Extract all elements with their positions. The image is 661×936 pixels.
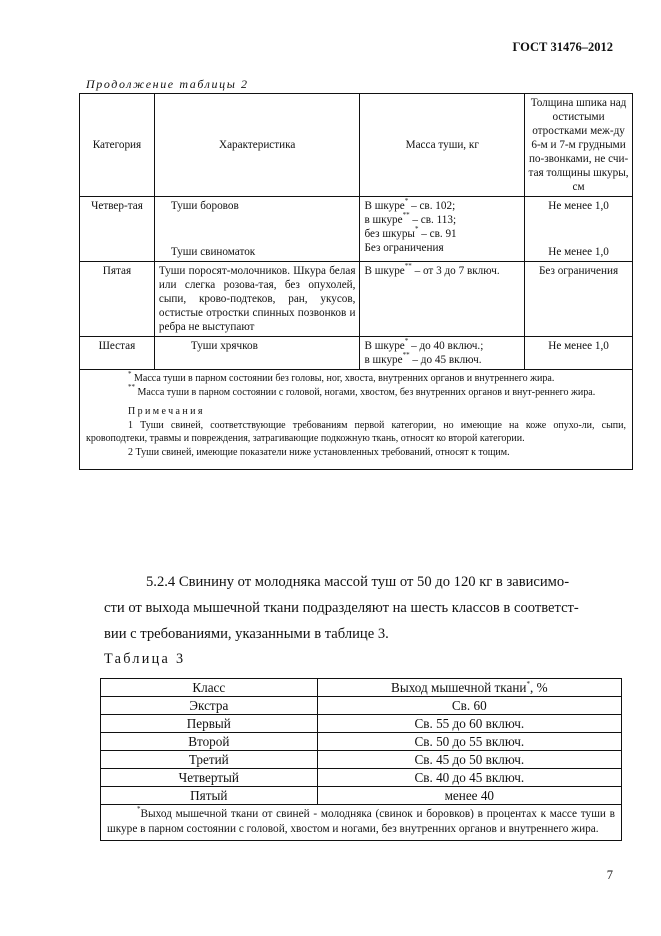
table3-header-row	[101, 679, 622, 697]
table3	[100, 678, 622, 841]
mass-cell	[360, 337, 525, 370]
paragraph-line-1: 5.2.4 Свинину от молодняка массой туш от 50 до 120 кг в зависимо-	[146, 574, 570, 590]
paragraph-line-2: сти от выхода мышечной ткани подразделяют на шесть классов в соответст-	[104, 600, 579, 616]
mass-line: без шкуры* – св. 91	[364, 225, 457, 240]
table2-header-row	[80, 94, 633, 197]
table3-caption: Таблица 3	[104, 651, 186, 667]
fat-cell	[525, 197, 633, 262]
mass-line: в шкуре** – св. 113;	[364, 211, 457, 226]
yield-cell: Св. 60	[317, 697, 621, 715]
class-cell: Четвертый	[101, 769, 318, 787]
fat-boars: Не менее 1,0	[548, 200, 609, 212]
table-row	[101, 769, 622, 787]
category-cell: Шестая	[80, 337, 155, 370]
class-cell: Второй	[101, 733, 318, 751]
table3-footnote: *Выход мышечной ткани от свиней - молодняка (свинок и боровков) в процентах к массе туши в шкуре в парном состоянии с головой, хвостом и ногами, без внутренних органов и внутреннего жира.	[101, 805, 622, 841]
notes-cell	[80, 370, 633, 470]
table2-notes-row	[80, 370, 633, 470]
document-header: ГОСТ 31476–2012	[512, 40, 613, 54]
page-number: 7	[606, 868, 613, 882]
header-yield: Выход мышечной ткани*, %	[317, 679, 621, 697]
table-row	[80, 262, 633, 337]
class-cell: Пятый	[101, 787, 318, 805]
notes-title: Примечания	[128, 406, 205, 417]
table-row	[101, 787, 622, 805]
yield-cell: Св. 45 до 50 включ.	[317, 751, 621, 769]
header-characteristic: Характеристика	[154, 94, 360, 197]
yield-cell: Св. 50 до 55 включ.	[317, 733, 621, 751]
yield-cell: Св. 40 до 45 включ.	[317, 769, 621, 787]
category-cell: Пятая	[80, 262, 155, 337]
fat-cell: Не менее 1,0	[525, 337, 633, 370]
yield-cell: Св. 55 до 60 включ.	[317, 715, 621, 733]
table-row	[80, 197, 633, 262]
note-1: 1 Туши свиней, соответствующие требованиям первой категории, но имеющие на коже опухо-ли, сыпи, кровоподтеки, травмы и повреждения, затрагивающие подкожную ткань, относят ко второй категории.	[86, 419, 626, 444]
footnote-2: ** Масса туши в парном состоянии с головой, ногами, хвостом, без внутренних органов и внут-реннего жира.	[128, 383, 596, 398]
table3-footnote-row	[101, 805, 622, 841]
class-cell: Первый	[101, 715, 318, 733]
class-cell: Экстра	[101, 697, 318, 715]
yield-cell: менее 40	[317, 787, 621, 805]
table-row	[101, 751, 622, 769]
mass-line: в шкуре** – до 45 включ.	[364, 351, 482, 366]
paragraph-line-3: вии с требованиями, указанными в таблице 3.	[104, 626, 389, 642]
header-fat-thickness: Толщина шпика над остистыми отростками меж-ду 6-м и 7-м грудными по-звонками, не счи-тая толщины шкуры, см	[525, 94, 633, 197]
fat-sows: Не менее 1,0	[548, 246, 609, 258]
class-cell: Третий	[101, 751, 318, 769]
note-2: 2 Туши свиней, имеющие показатели ниже установленных требований, относят к тощим.	[128, 446, 510, 458]
characteristic-cell: Туши хрячков	[154, 337, 360, 370]
mass-cell: В шкуре** – от 3 до 7 включ.	[360, 262, 525, 337]
header-class: Класс	[101, 679, 318, 697]
table-row	[101, 697, 622, 715]
header-category: Категория	[80, 94, 155, 197]
mass-cell	[360, 197, 525, 262]
characteristic-cell	[154, 197, 360, 262]
table-row	[80, 337, 633, 370]
mass-line: В шкуре* – до 40 включ.;	[364, 337, 484, 352]
char-sows: Туши свиноматок	[170, 246, 256, 258]
fat-cell: Без ограничения	[525, 262, 633, 337]
header-mass: Масса туши, кг	[360, 94, 525, 197]
mass-line: Без ограничения	[364, 242, 444, 254]
table-row	[101, 733, 622, 751]
characteristic-cell: Туши поросят-молочников. Шкура белая или слегка розова-тая, без опухолей, сыпи, крово-подтеков, ран, укусов, остистые отростки спинных позвонков и ребра не выступают	[154, 262, 360, 337]
table2-caption: Продолжение таблицы 2	[86, 77, 249, 91]
category-cell: Четвер-тая	[80, 197, 155, 262]
table2	[79, 93, 633, 470]
table-row	[101, 715, 622, 733]
char-boars: Туши боровов	[170, 200, 239, 212]
footnote-1: * Масса туши в парном состоянии без головы, ног, хвоста, внутренних органов и внутреннего жира.	[128, 369, 555, 384]
mass-line: В шкуре* – св. 102;	[364, 197, 456, 212]
